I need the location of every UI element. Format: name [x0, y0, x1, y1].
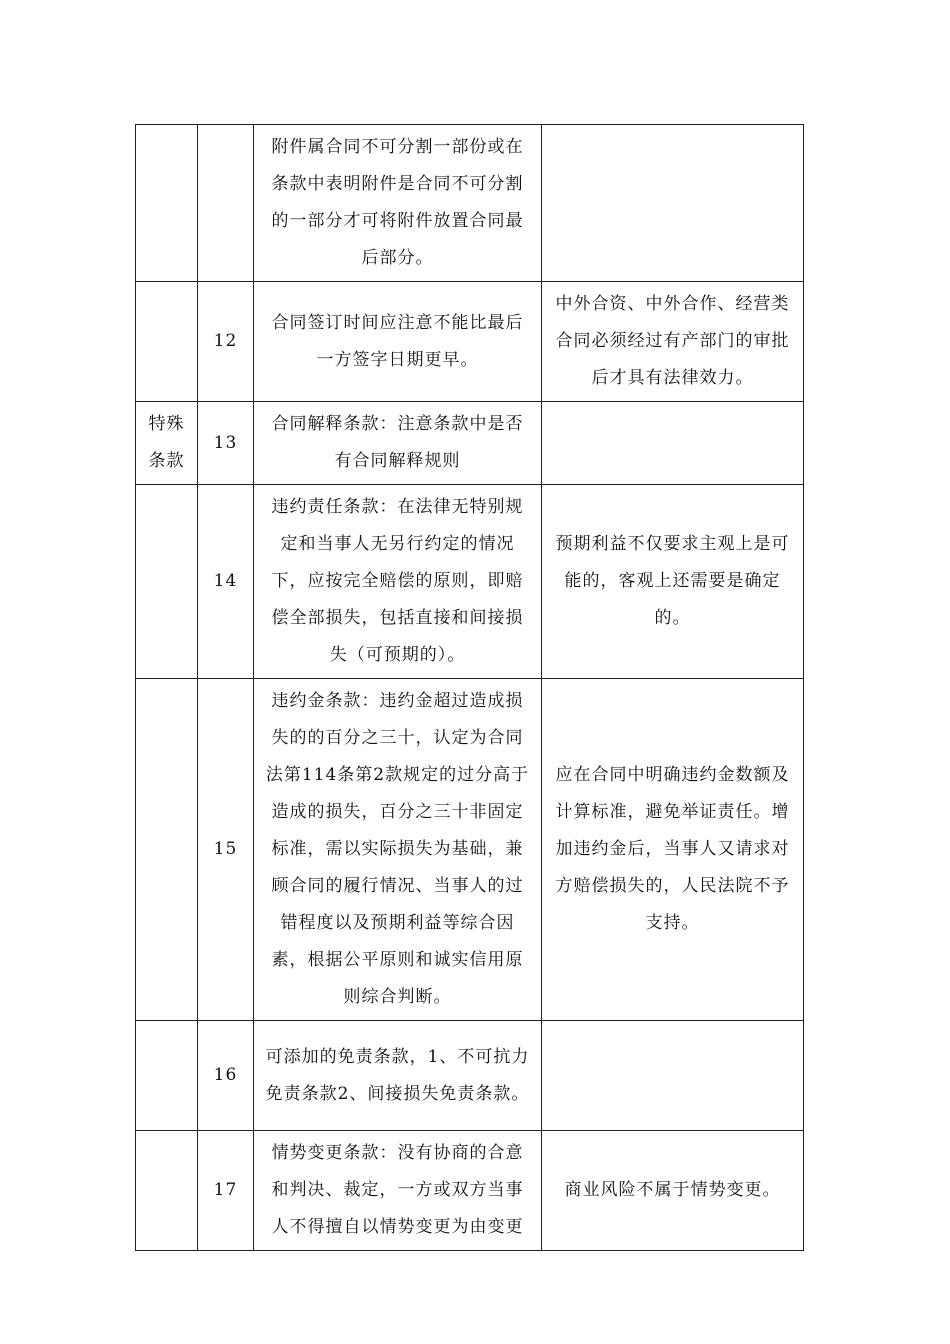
table-row — [136, 1021, 804, 1131]
note-cell: 应在合同中明确违约金数额及计算标准，避免举证责任。增加违约金后，当事人又请求对方赔偿损失的，人民法院不予支持。 — [542, 679, 804, 1021]
number-cell: 13 — [198, 402, 254, 485]
clause-cell: 情势变更条款：没有协商的合意和判决、裁定，一方或双方当事人不得擅自以情势变更为由变更 — [254, 1131, 542, 1251]
category-cell — [136, 1021, 198, 1131]
note-cell — [542, 1021, 804, 1131]
clause-cell: 可添加的免责条款，1、不可抗力免责条款2、间接损失免责条款。 — [254, 1021, 542, 1131]
table-row — [136, 125, 804, 282]
table-row — [136, 402, 804, 485]
table-row — [136, 679, 804, 1021]
number-cell: 17 — [198, 1131, 254, 1251]
category-cell — [136, 485, 198, 679]
note-cell — [542, 402, 804, 485]
note-cell: 预期利益不仅要求主观上是可能的，客观上还需要是确定的。 — [542, 485, 804, 679]
number-cell: 12 — [198, 282, 254, 402]
clause-cell: 合同解释条款：注意条款中是否有合同解释规则 — [254, 402, 542, 485]
table-row — [136, 485, 804, 679]
clause-cell: 合同签订时间应注意不能比最后一方签字日期更早。 — [254, 282, 542, 402]
table-row — [136, 1131, 804, 1251]
note-cell — [542, 125, 804, 282]
table-row — [136, 282, 804, 402]
category-cell: 特殊条款 — [136, 402, 198, 485]
number-cell: 16 — [198, 1021, 254, 1131]
number-cell: 14 — [198, 485, 254, 679]
clause-cell: 违约责任条款：在法律无特别规定和当事人无另行约定的情况下，应按完全赔偿的原则，即赔偿全部损失，包括直接和间接损失（可预期的）。 — [254, 485, 542, 679]
category-cell — [136, 282, 198, 402]
contract-clause-table — [135, 124, 804, 1251]
category-cell — [136, 125, 198, 282]
note-cell: 中外合资、中外合作、经营类合同必须经过有产部门的审批后才具有法律效力。 — [542, 282, 804, 402]
note-cell: 商业风险不属于情势变更。 — [542, 1131, 804, 1251]
category-cell — [136, 679, 198, 1021]
clause-cell: 违约金条款：违约金超过造成损失的的百分之三十，认定为合同法第114条第2款规定的过分高于造成的损失，百分之三十非固定标准，需以实际损失为基础，兼顾合同的履行情况、当事人的过错程度以及预期利益等综合因素，根据公平原则和诚实信用原则综合判断。 — [254, 679, 542, 1021]
clause-cell: 附件属合同不可分割一部份或在条款中表明附件是合同不可分割的一部分才可将附件放置合同最后部分。 — [254, 125, 542, 282]
number-cell: 15 — [198, 679, 254, 1021]
number-cell — [198, 125, 254, 282]
category-cell — [136, 1131, 198, 1251]
